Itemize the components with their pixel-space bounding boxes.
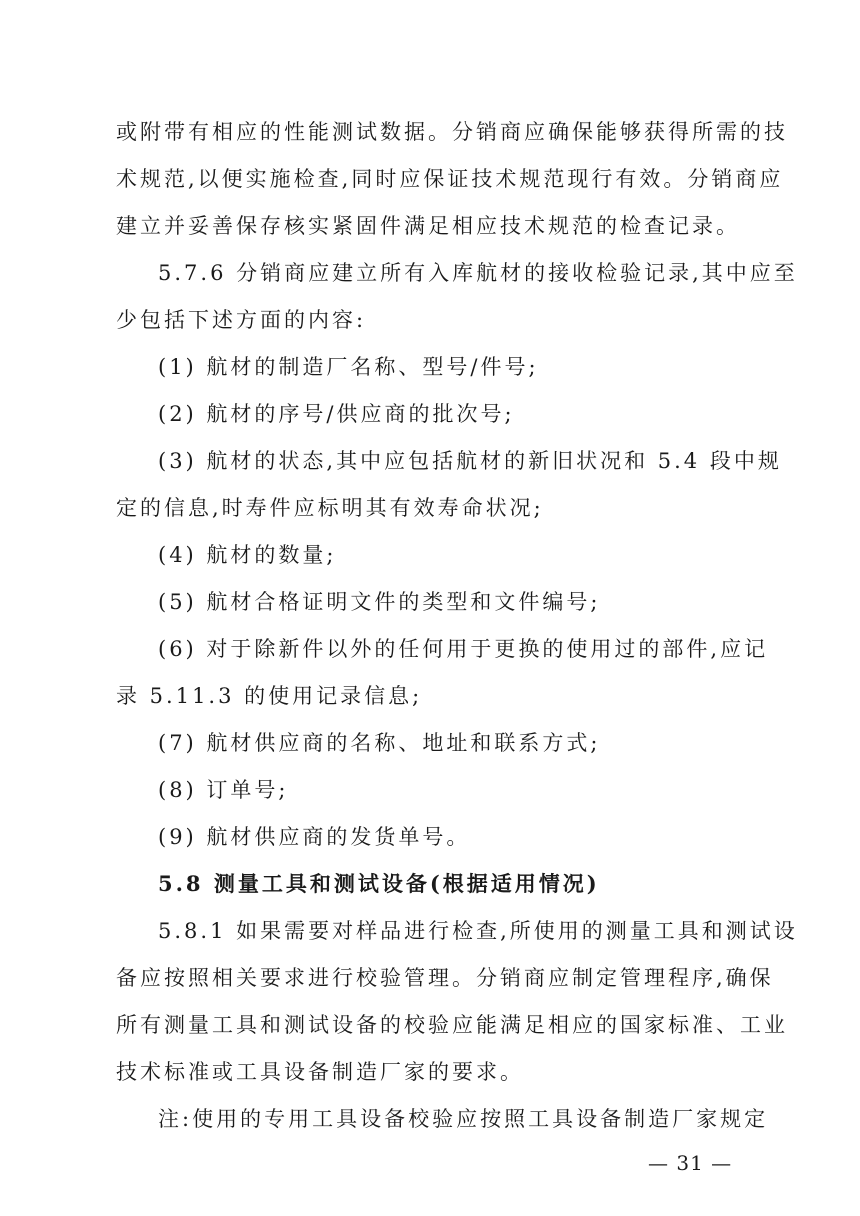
- list-item-3-continued: 定的信息,时寿件应标明其有效寿命状况;: [116, 496, 544, 520]
- list-item-6-continued: 录 5.11.3 的使用记录信息;: [116, 684, 423, 708]
- list-item-1: (1) 航材的制造厂名称、型号/件号;: [158, 355, 539, 379]
- list-item-3: (3) 航材的状态,其中应包括航材的新旧状况和 5.4 段中规: [158, 449, 782, 473]
- body-text-line: 备应按照相关要求进行校验管理。分销商应制定管理程序,确保: [116, 966, 774, 990]
- list-item-4: (4) 航材的数量;: [158, 543, 337, 567]
- section-heading-5-8: 5.8 测量工具和测试设备(根据适用情况): [158, 871, 600, 896]
- body-text-line: 所有测量工具和测试设备的校验应能满足相应的国家标准、工业: [116, 1013, 788, 1037]
- body-text-line: 术规范,以便实施检查,同时应保证技术规范现行有效。分销商应: [116, 167, 784, 191]
- list-item-6: (6) 对于除新件以外的任何用于更换的使用过的部件,应记: [158, 637, 769, 661]
- body-text-line: 或附带有相应的性能测试数据。分销商应确保能够获得所需的技: [116, 120, 788, 144]
- list-item-2: (2) 航材的序号/供应商的批次号;: [158, 402, 515, 426]
- clause-5-7-6-text: 5.7.6 分销商应建立所有入库航材的接收检验记录,其中应至: [158, 261, 798, 285]
- list-item-9: (9) 航材供应商的发货单号。: [158, 825, 471, 849]
- body-text-line: 少包括下述方面的内容:: [116, 308, 367, 332]
- body-text-line: 技术标准或工具设备制造厂家的要求。: [116, 1060, 524, 1084]
- page-number: — 31 —: [648, 1151, 733, 1175]
- list-item-7: (7) 航材供应商的名称、地址和联系方式;: [158, 731, 601, 755]
- clause-5-8-1-text: 5.8.1 如果需要对样品进行检查,所使用的测量工具和测试设: [158, 919, 798, 943]
- list-item-8: (8) 订单号;: [158, 778, 289, 802]
- note-text: 注:使用的专用工具设备校验应按照工具设备制造厂家规定: [158, 1107, 769, 1131]
- body-text-line: 建立并妥善保存核实紧固件满足相应技术规范的检查记录。: [116, 214, 740, 238]
- list-item-5: (5) 航材合格证明文件的类型和文件编号;: [158, 590, 601, 614]
